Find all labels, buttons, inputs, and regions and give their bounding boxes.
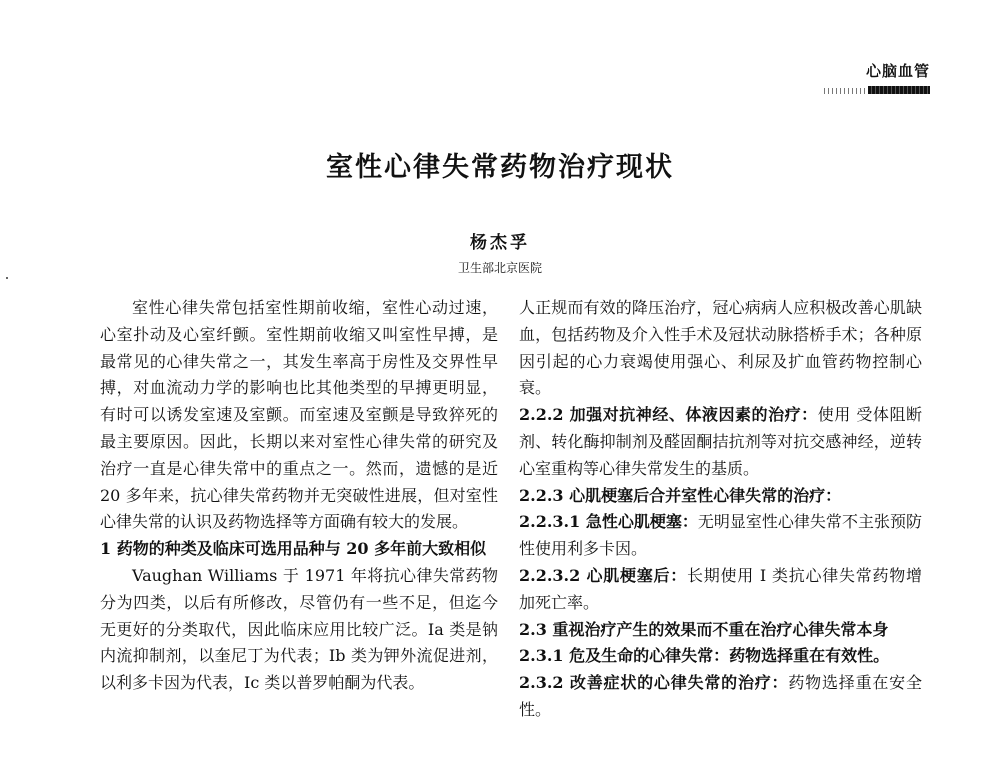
section-1-heading: 1 药物的种类及临床可选用品种与 20 多年前大致相似 — [100, 539, 487, 559]
section-2-3-heading: 2.3 重视治疗产生的效果而不重在治疗心律失常本身 — [519, 619, 889, 639]
author-name: 杨杰孚 — [470, 233, 530, 253]
article-title: 室性心律失常药物治疗现状 — [326, 152, 674, 183]
section-2-2-3-heading: 2.2.3 心肌梗塞后合并室性心律失常的治疗： — [519, 485, 842, 505]
section-2-3-2 — [519, 670, 922, 724]
section-2-2-2-body: 使用 受体阻断剂、转化酶抑制剂及醛固酮拮抗剂等对抗交感神经，逆转心室重构等心律失常发生的基质。 — [519, 405, 922, 478]
section-2-2-3-2 — [519, 563, 922, 617]
section-1-paragraph: Vaughan Williams 于 1971 年将抗心律失常药物分为四类，以后有所修改，尽管仍有一些不足，但迄今无更好的分类取代，因此临床应用比较广泛。Ia 类是钠内流抑制剂，以奎尼丁为代表；Ib 类为钾外流促进剂，以利多卡因为代表，Ic 类以普罗帕酮为代表。 — [100, 565, 498, 693]
header-decoration — [824, 88, 868, 94]
intro-paragraph: 室性心律失常包括室性期前收缩，室性心动过速，心室扑动及心室纤颤。室性期前收缩又叫室性早搏，是最常见的心律失常之一，其发生率高于房性及交界性早搏，对血流动力学的影响也比其他类型的早搏更明显，有时可以诱发室速及室颤。而室速及室颤是导致猝死的最主要原因。因此，长期以来对室性心律失常的研究及治疗一直是心律失常中的重点之一。然而，遗憾的是近 20 多年来，抗心律失常药物并无突破性进展，但对室性心律失常的认识及药物选择等方面确有较大的发展。 — [100, 298, 498, 532]
running-header — [790, 60, 930, 104]
header-bar — [868, 86, 930, 94]
section-2-3-2-label: 2.3.2 改善症状的心律失常的治疗： — [519, 673, 789, 693]
section-2-2-2 — [519, 402, 922, 482]
section-2-2-3-1 — [519, 509, 922, 563]
right-column — [519, 295, 922, 760]
section-2-2-2-label: 2.2.2 加强对抗神经、体液因素的治疗： — [519, 405, 818, 425]
continued-paragraph: 人正规而有效的降压治疗，冠心病病人应积极改善心肌缺血，包括药物及介入性手术及冠状动脉搭桥手术；各种原因引起的心力衰竭使用强心、利尿及扩血管药物控制心衰。 — [519, 298, 922, 398]
section-2-3-1-heading: 2.3.1 危及生命的心律失常：药物选择重在有效性。 — [519, 646, 890, 666]
author-affiliation: 卫生部北京医院 — [457, 261, 542, 275]
section-2-2-3-1-body: 无明显室性心律失常不主张预防性使用利多卡因。 — [519, 512, 922, 559]
section-2-2-3-2-label: 2.2.3.2 心肌梗塞后： — [519, 565, 688, 585]
scan-mark — [6, 277, 8, 279]
section-2-2-3-1-label: 2.2.3.1 急性心肌梗塞： — [519, 512, 698, 532]
running-header-title: 心脑血管 — [865, 62, 930, 80]
left-column — [100, 295, 498, 760]
section-2-3-2-body: 药物选择重在安全性。 — [519, 673, 922, 719]
section-2-2-3-2-body: 长期使用 I 类抗心律失常药物增加死亡率。 — [519, 565, 922, 612]
